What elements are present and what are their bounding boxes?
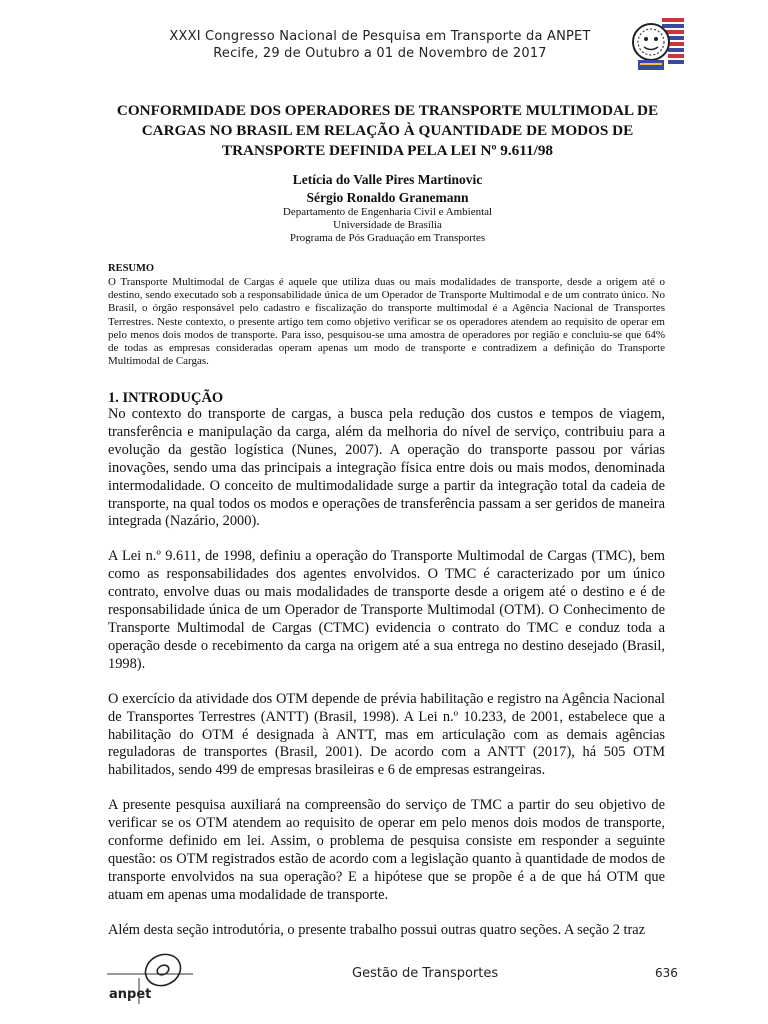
abstract-heading: RESUMO: [108, 263, 155, 274]
page-number: 636: [655, 966, 678, 980]
conference-name: XXXI Congresso Nacional de Pesquisa em Transporte da ANPET: [169, 29, 591, 44]
affiliation-program: Programa de Pós Graduação em Transportes: [289, 232, 486, 244]
author-list: [95, 171, 680, 207]
anpet-logo-icon: [105, 948, 195, 1006]
paragraph: Além desta seção introdutória, o presente trabalho possui outras quatro seções. A seção 2 traz: [108, 921, 646, 938]
paragraph: O exercício da atividade dos OTM depende de prévia habilitação e registro na Agência Nacional de Transportes Terrestres (ANTT) (Brasil, 1998). A Lei n.º 10.233, de 2001, estabelece que a habilitação do OTM é designada à ANTT, mas em articulação com as demais agências reguladoras de transportes (Brasil, 2001). De acordo com a ANTT (2017), há 505 OTM habilitados, sendo 499 de empresas brasileiras e 6 de empresas estrangeiras.: [108, 690, 665, 779]
author-name: Sérgio Ronaldo Granemann: [306, 190, 469, 205]
author-name: Letícia do Valle Pires Martinovic: [292, 172, 483, 187]
conference-header: [150, 28, 610, 62]
abstract-text: O Transporte Multimodal de Cargas é aquele que utiliza duas ou mais modalidades de transporte, desde a origem até o destino, sendo executado sob a responsabilidade única de um Operador de Transporte Multimodal e de um contrato único. No Brasil, o órgão responsável pelo cadastro e fiscalização do transporte multimodal é a Agência Nacional de Transportes Terrestres. Neste contexto, o presente artigo tem como objetivo verificar se os operadores atendem ao requisito de operar em pelo menos dois modos de transporte. Para isso, pesquisou-se uma amostra de operadores por região e concluiu-se que 64% de todas as empresas consideradas operam apenas um modo de transporte e contradizem a definição do Transporte Multimodal de Cargas.: [108, 276, 665, 368]
conference-date-location: Recife, 29 de Outubro a 01 de Novembro de 2017: [213, 46, 547, 61]
footer-journal-title: Gestão de Transportes: [352, 966, 499, 981]
conference-logo-icon: [628, 14, 686, 74]
anpet-logo-text: anpet: [109, 987, 152, 1002]
paragraph: No contexto do transporte de cargas, a busca pela redução dos custos e tempos de viagem, transferência e manipulação da carga, além da melhoria do nível de serviço, contribuiu para a evolução da gestão logística (Nunes, 2007). A operação do transporte passou por várias inovações, sendo uma das principais a integração física entre dois ou mais modos, denominada intermodalidade. O conceito de multimodalidade surge a partir da integração total da cadeia de transporte, na qual todos os modos e operações de transferência passam a ser geridos de maneira integrada (Nazário, 2000).: [108, 406, 665, 530]
paragraph: A Lei n.º 9.611, de 1998, definiu a operação do Transporte Multimodal de Cargas (TMC), bem como as responsabilidades dos agentes envolvidos. O TMC é caracterizado por um único contrato, envolve duas ou mais modalidades de transporte desde a origem até o destino e é de responsabilidade única de um Operador de Transporte Multimodal (OTM). O Conhecimento de Transporte Multimodal de Cargas (CTMC) evidencia o contrato do TMC e conduz toda a operação desde o recebimento da carga na origem até a sua entrega no destino desejado (Brasil, 1998).: [108, 548, 665, 672]
section-heading: 1. INTRODUÇÃO: [108, 390, 224, 406]
affiliation: [95, 206, 680, 245]
body-text: [108, 406, 665, 957]
affiliation-department: Departamento de Engenharia Civil e Ambiental: [282, 206, 493, 218]
paragraph: A presente pesquisa auxiliará na compreensão do serviço de TMC a partir do seu objetivo de verificar se os OTM atendem ao requisito de operar em pelo menos dois modos de transporte, conforme definido em lei. Assim, o problema de pesquisa consiste em responder a seguinte questão: os OTM registrados estão de acordo com a legislação quanto à quantidade de modos de transporte envolvidos na sua operação? E a hipótese que se propõe é a de que há OTM que atuam em apenas uma modalidade de transporte.: [108, 797, 665, 903]
paper-title: CONFORMIDADE DOS OPERADORES DE TRANSPORTE MULTIMODAL DE CARGAS NO BRASIL EM RELAÇÃO À QUANTIDADE DE MODOS DE TRANSPORTE DEFINIDA PELA LEI Nº 9.611/98: [116, 102, 659, 159]
affiliation-university: Universidade de Brasília: [333, 219, 442, 231]
